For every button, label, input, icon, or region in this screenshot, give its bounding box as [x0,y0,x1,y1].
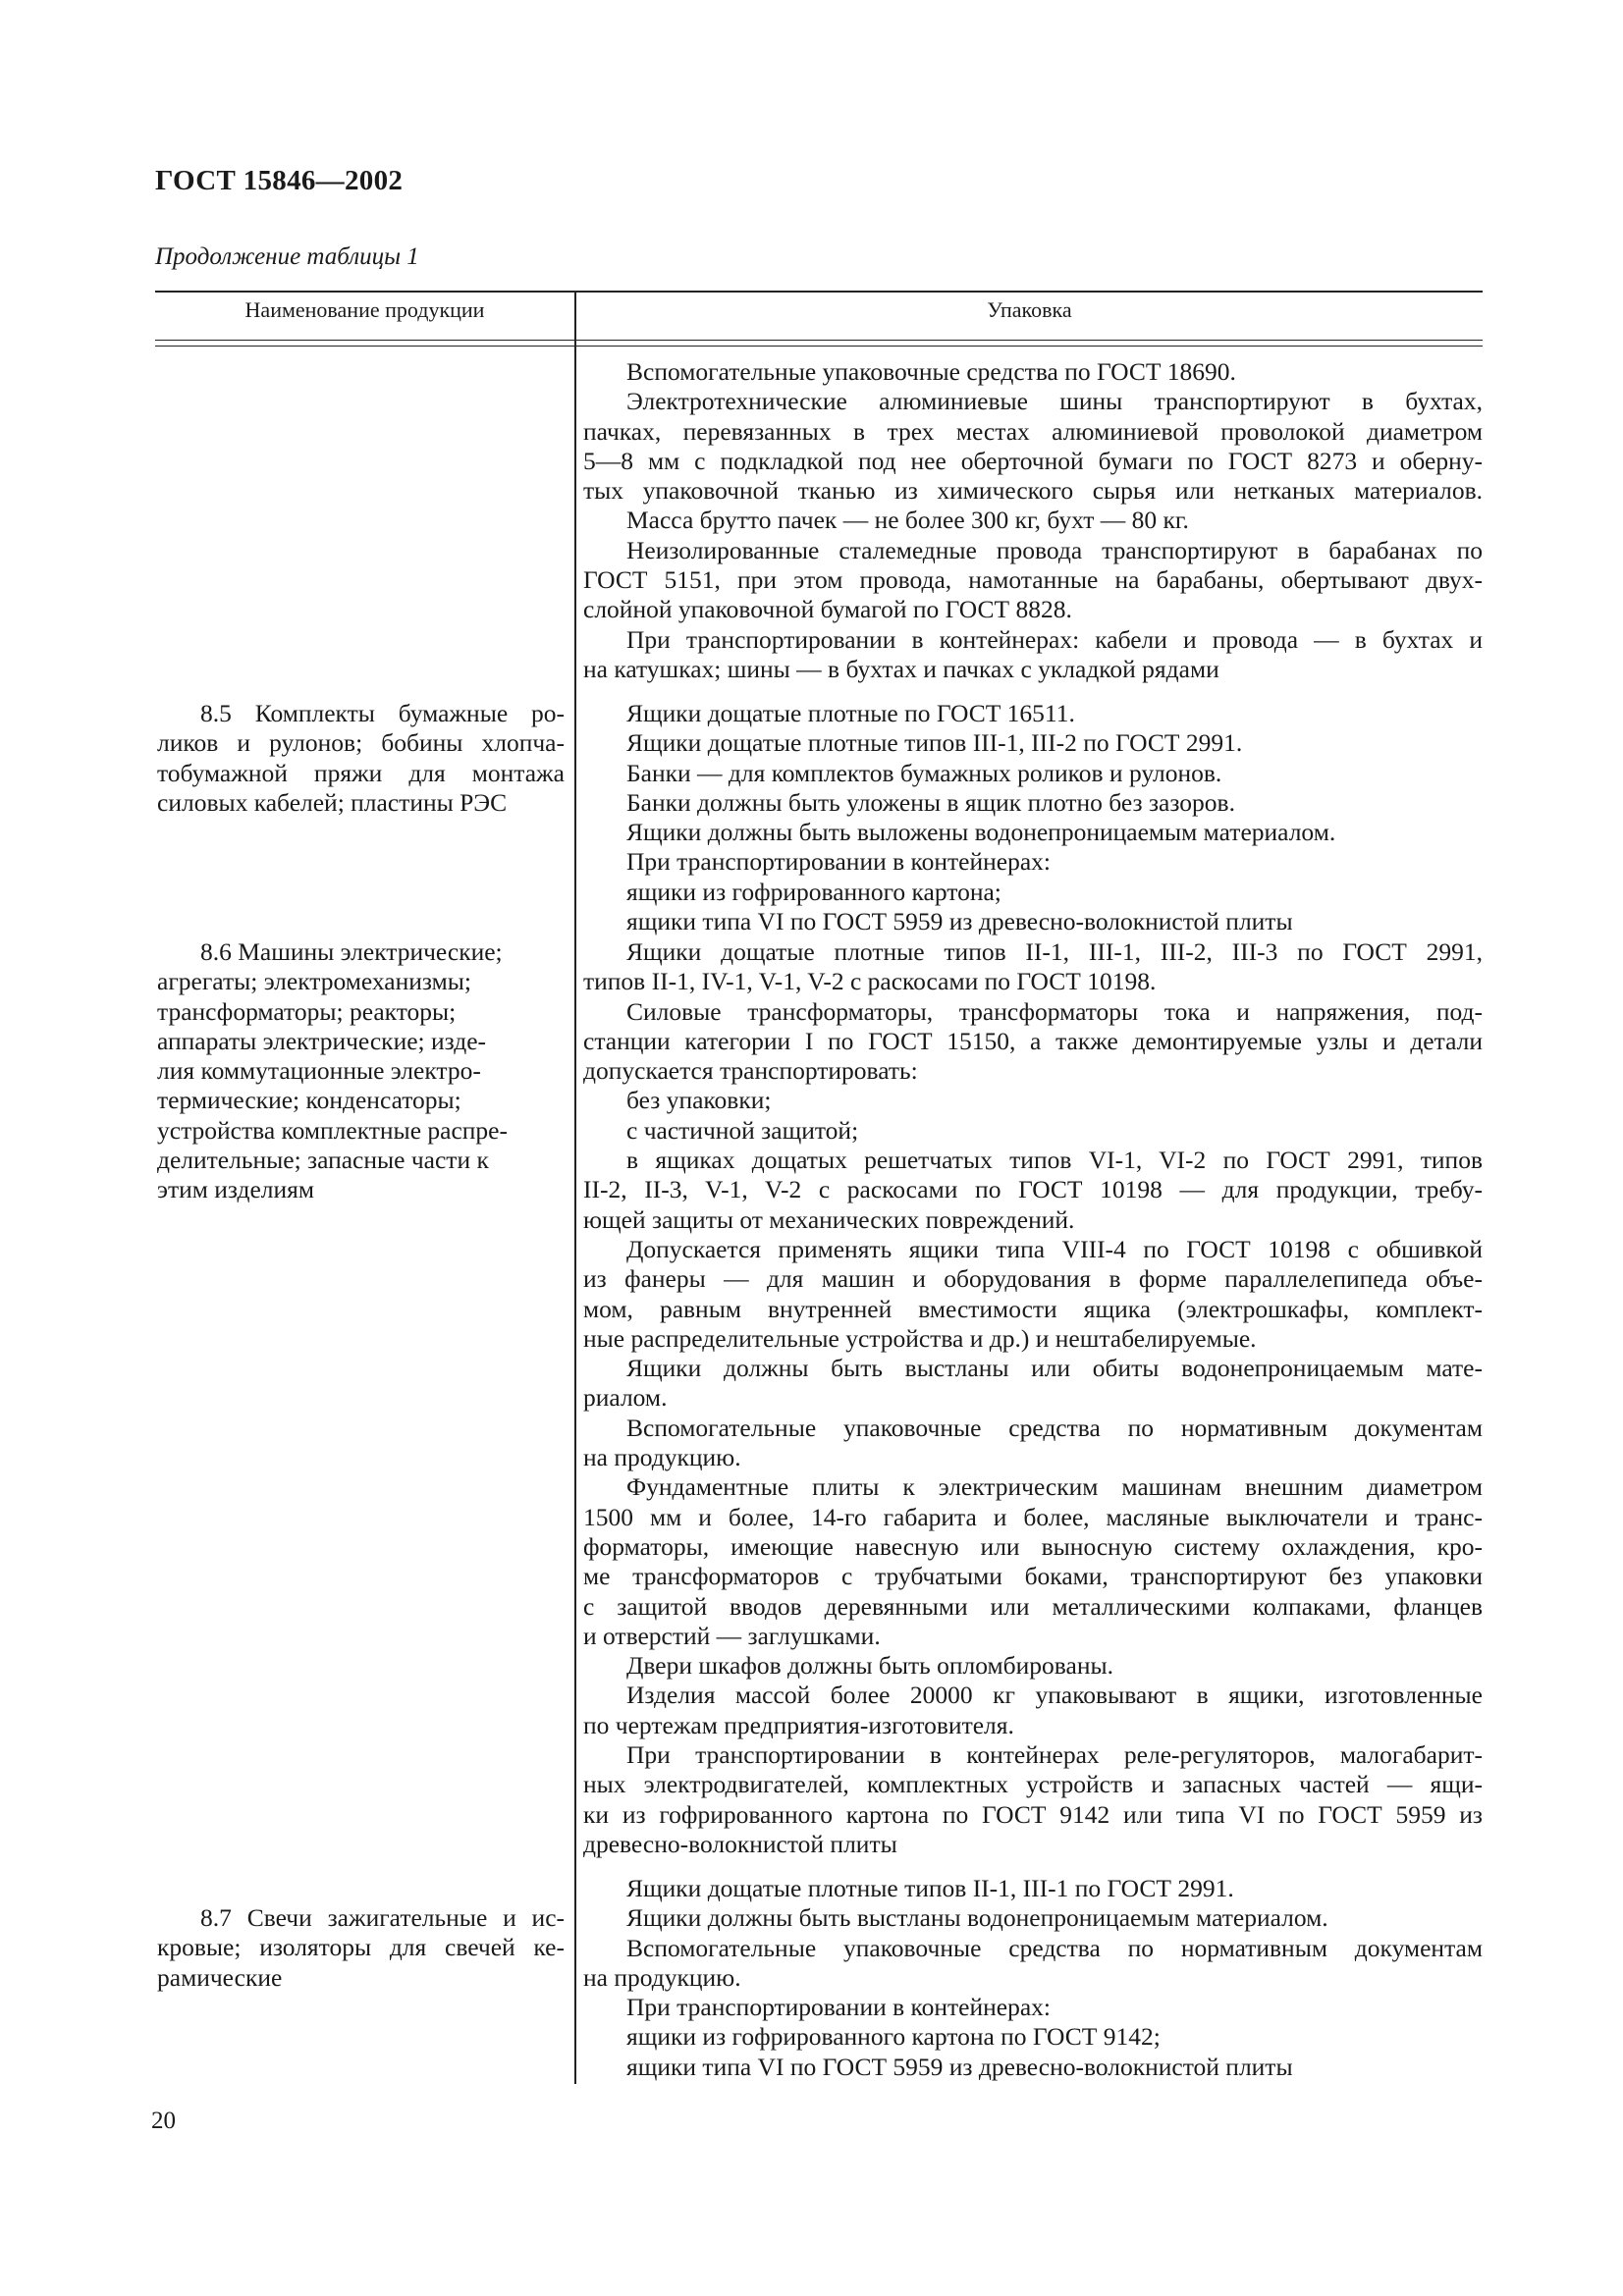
packaging-line: Ящики должны быть выстланы или обиты водонепроницаемым мате- [626,1354,1483,1383]
packaging-block-8-5 [583,699,1483,936]
table-caption: Продолжение таблицы 1 [155,243,419,270]
packaging-line: Ящики должны быть выложены водонепроницаемым материалом. [626,818,1336,847]
column-header-product: Наименование продукции [244,297,485,322]
packaging-line: на катушках; шины — в бухтах и пачках с укладкой рядами [583,654,1219,683]
document-title: ГОСТ 15846—2002 [155,165,404,196]
packaging-line: Изделия массой более 20000 кг упаковывают в ящики, изготовленные [626,1681,1483,1710]
packaging-line: Вспомогательные упаковочные средства по нормативным документам [626,1933,1483,1962]
packaging-line: 1500 мм и более, 14-го габарита и более, масляные выключатели и транс- [583,1502,1483,1531]
packaging-line: Ящики дощатые плотные типов III-1, III-2 по ГОСТ 2991. [626,728,1243,758]
product-line: термические; конденсаторы; [157,1086,461,1115]
product-line: кровые; изоляторы для свечей ке- [157,1933,565,1962]
product-line: аппараты электрические; изде- [157,1026,487,1055]
packaging-line: Вспомогательные упаковочные средства по ГОСТ 18690. [626,357,1236,386]
packaging-line: ющей защиты от механических повреждений. [583,1204,1075,1234]
product-block-8-6 [157,937,565,1205]
product-line: ликов и рулонов; бобины хлопча- [157,728,565,758]
packaging-line: слойной упаковочной бумагой по ГОСТ 8828. [583,595,1072,624]
packaging-line: 5—8 мм с подкладкой под нее оберточной бумаги по ГОСТ 8273 и оберну- [583,446,1483,475]
product-line: агрегаты; электромеханизмы; [157,967,471,996]
packaging-line: типов II-1, IV-1, V-1, V-2 с раскосами по ГОСТ 10198. [583,967,1157,996]
product-block-8-7 [157,1903,565,1993]
packaging-line: станции категории I по ГОСТ 15150, а также демонтируемые узлы и детали [583,1026,1483,1055]
packaging-line: без упаковки; [626,1086,772,1115]
product-line: силовых кабелей; пластины РЭС [157,787,508,817]
packaging-line: Ящики должны быть выстланы водонепроницаемым материалом. [626,1903,1328,1933]
packaging-line: Электротехнические алюминиевые шины транспортируют в бухтах, [626,387,1483,416]
column-header-packaging: Упаковка [987,297,1072,322]
packaging-line: допускается транспортировать: [583,1056,918,1086]
packaging-line: ящики из гофрированного картона; [626,877,1001,906]
product-line: рамические [157,1962,283,1992]
packaging-line: ящики типа VI по ГОСТ 5959 из древесно-волокнистой плиты [626,907,1293,936]
product-line: 8.6 Машины электрические; [200,937,503,966]
packaging-line: Банки — для комплектов бумажных роликов и рулонов. [626,758,1222,787]
product-line: устройства комплектные распре- [157,1115,508,1145]
product-line: тобумажной пряжи для монтажа [157,758,565,787]
packaging-line: Двери шкафов должны быть опломбированы. [626,1651,1113,1681]
page-number: 20 [151,2108,176,2134]
packaging-line: из фанеры — для машин и оборудования в форме параллелепипеда объе- [583,1264,1483,1294]
column-divider [574,291,576,2084]
packaging-line: При транспортировании в контейнерах: [626,847,1051,877]
packaging-line: Силовые трансформаторы, трансформаторы тока и напряжения, под- [626,996,1483,1026]
packaging-line: на продукцию. [583,1443,741,1472]
packaging-line: Допускается применять ящики типа VIII-4 по ГОСТ 10198 с обшивкой [626,1234,1483,1263]
packaging-block-8-7 [583,1874,1483,2082]
packaging-line: II-2, II-3, V-1, V-2 с раскосами по ГОСТ 10198 — для продукции, требу- [583,1175,1483,1204]
product-block-8-5 [157,699,565,818]
packaging-line: в ящиках дощатых решетчатых типов VI-1, VI-2 по ГОСТ 2991, типов [626,1146,1483,1175]
product-line: трансформаторы; реакторы; [157,996,457,1026]
packaging-line: Фундаментные плиты к электрическим машинам внешним диаметром [626,1472,1483,1502]
product-line: 8.7 Свечи зажигательные и ис- [200,1903,565,1932]
packaging-line: с частичной защитой; [626,1115,859,1145]
product-line: 8.5 Комплекты бумажные ро- [200,699,565,727]
packaging-line: пачках, перевязанных в трех местах алюминиевой проволокой диаметром [583,416,1483,446]
packaging-line: ки из гофрированного картона по ГОСТ 9142 или типа VI по ГОСТ 5959 из [583,1799,1483,1829]
product-line: лия коммутационные электро- [157,1056,481,1086]
packaging-line: древесно-волокнистой плиты [583,1829,897,1858]
packaging-block-8-6 [583,937,1483,1859]
packaging-line: При транспортировании в контейнерах: [626,1993,1051,2022]
packaging-line: ных электродвигателей, комплектных устройств и запасных частей — ящи- [583,1770,1483,1799]
packaging-line: по чертежам предприятия-изготовителя. [583,1710,1014,1739]
packaging-line: и отверстий — заглушками. [583,1621,881,1650]
header-rule-2 [155,346,1483,347]
packaging-line: тых упаковочной тканью из химического сырья или нетканых материалов. [583,476,1483,506]
header-rule-1 [155,340,1483,341]
packaging-line: риалом. [583,1383,668,1413]
product-line: делительные; запасные части к [157,1146,489,1175]
packaging-line: При транспортировании в контейнерах реле-регуляторов, малогабарит- [626,1740,1483,1770]
packaging-line: Неизолированные сталемедные провода транспортируют в барабанах по [626,535,1483,564]
packaging-line: ГОСТ 5151, при этом провода, намотанные на барабаны, обертывают двух- [583,565,1483,595]
packaging-line: ные распределительные устройства и др.) и нештабелируемые. [583,1323,1257,1353]
packaging-line: на продукцию. [583,1962,741,1992]
packaging-line: При транспортировании в контейнерах: кабели и провода — в бухтах и [626,624,1483,654]
packaging-line: ме трансформаторов с трубчатыми боками, транспортируют без упаковки [583,1562,1483,1591]
packaging-line: Ящики дощатые плотные типов II-1, III-1, III-2, III-3 по ГОСТ 2991, [626,937,1483,966]
packaging-line: мом, равным внутренней вместимости ящика (электрошкафы, комплект- [583,1294,1483,1323]
packaging-line: Масса брутто пачек — не более 300 кг, бухт — 80 кг. [626,506,1189,535]
packaging-line: Вспомогательные упаковочные средства по нормативным документам [626,1413,1483,1442]
packaging-line: с защитой вводов деревянными или металлическими колпаками, фланцев [583,1591,1483,1621]
packaging-line: ящики из гофрированного картона по ГОСТ 9142; [626,2022,1161,2052]
packaging-line: Ящики дощатые плотные типов II-1, III-1 по ГОСТ 2991. [626,1874,1234,1902]
packaging-line: ящики типа VI по ГОСТ 5959 из древесно-волокнистой плиты [626,2052,1293,2081]
packaging-line: форматоры, имеющие навесную или выносную систему охлаждения, кро- [583,1531,1483,1561]
table-top-rule [155,291,1483,293]
packaging-line: Банки должны быть уложены в ящик плотно без зазоров. [626,787,1235,817]
product-line: этим изделиям [157,1175,315,1204]
packaging-line: Ящики дощатые плотные по ГОСТ 16511. [626,699,1075,727]
packaging-block-1 [583,357,1483,684]
